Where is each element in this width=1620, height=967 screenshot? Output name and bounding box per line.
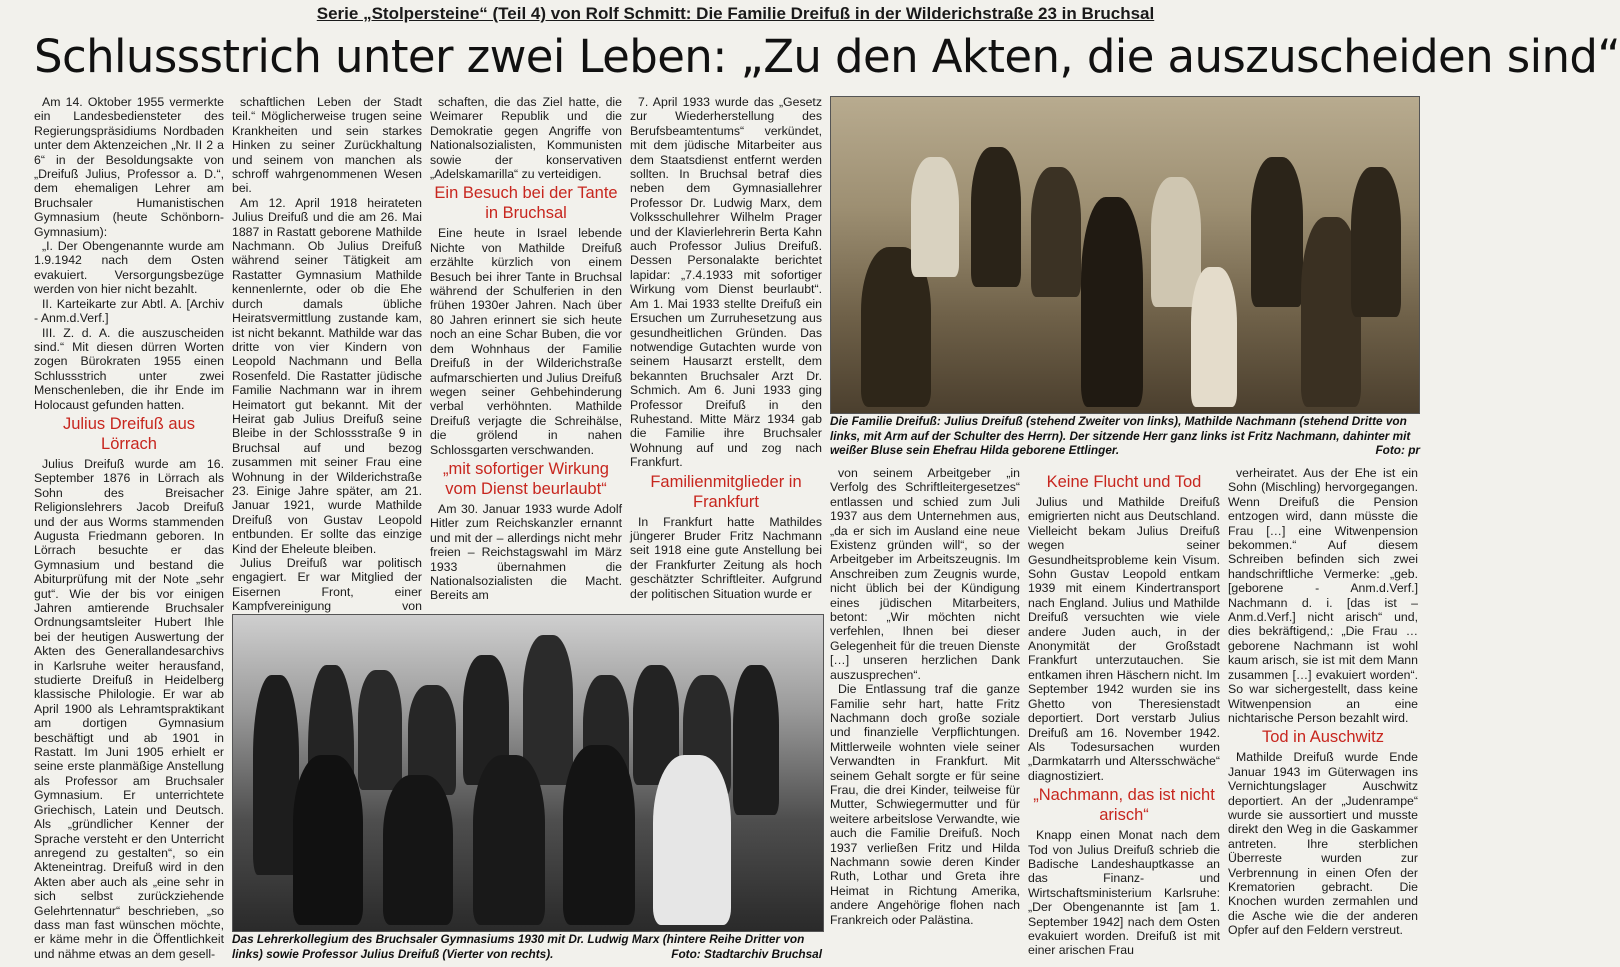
paragraph: verheiratet. Aus der Ehe ist ein Sohn (Mischling) hervorgegangen. Wenn Dreifuß die Pension entzogen wird, dann müsste die Frau […] eine Witwenpension bekommen.“ Auf diesem Schreiben befinden sich zwei handschriftliche Vermerke: „geb. [geborene - Anm.d.Verf.] Nachmann d. i. [das ist – Anm.d.Verf.] nicht arisch“ und, dies bekräftigend,: „Die Frau … geborene Nachmann ist wohl kaum arisch, sie ist mit dem Mann zusammen […] evakuiert worden“. So war sichergestellt, dass keine Witwenpension an eine nichtarische Person bezahlt wird. bbox=[1228, 466, 1418, 725]
article-column-1 bbox=[34, 95, 224, 963]
paragraph: Die Entlassung traf die ganze Familie sehr hart, hatte Fritz Nachmann doch große soziale und finanzielle Verpflichtungen. Mittlerweile wohnten viele seiner Verwandten in Frankfurt. Mit seinem Gehalt sorgte er für seine Frau, die drei Kinder, teilweise für Mutter, Schwiegermutter und für weitere arbeitslose Verwandte, wie auch die Familie Dreifuß. Noch 1937 verließen Fritz und Hilda Nachmann sowie deren Kinder Ruth, Lothar und Greta ihre Heimat in Richtung Amerika, andere Angehörige flohen nach Frankreich oder Palästina. bbox=[830, 682, 1020, 927]
subheading: „Nachmann, das ist nicht arisch“ bbox=[1033, 786, 1215, 825]
paragraph: III. Z. d. A. die auszuscheiden sind.“ Mit diesen dürren Worten zogen Bürokraten 1955 einen Schlussstrich unter zwei Menschenleben, die ihr Ende im Holocaust gefunden hatten. bbox=[34, 325, 224, 412]
family-photo bbox=[830, 96, 1420, 414]
paragraph: „I. Der Obengenannte wurde am 1.9.1942 nach dem Osten evakuiert. Versorgungsbezüge werden von hier nicht bezahlt. bbox=[34, 239, 224, 297]
article-column-5 bbox=[830, 466, 1020, 963]
paragraph: In Frankfurt hatte Mathildes jüngerer Bruder Fritz Nachmann seit 1918 eine gute Anstellung bei der Frankfurter Zeitung als hoch geschätzter Schriftleiter. Aufgrund der politischen Situation wurde er bbox=[630, 514, 822, 601]
article-column-4 bbox=[630, 95, 822, 605]
paragraph: Am 30. Januar 1933 wurde Adolf Hitler zum Reichskanzler ernannt und mit der – allerdings nicht mehr freien – Reichstagswahl im März 1933 übernahmen die Nationalsozialisten die Macht. Bereits am bbox=[430, 501, 622, 603]
caption-text: Das Lehrerkollegium des Bruchsaler Gymnasiums 1930 mit Dr. Ludwig Marx (hintere Reihe Dritter von links) sowie Professor Julius Dreifuß (Vierter von rechts). bbox=[232, 932, 805, 961]
paragraph: schaftlichen Leben der Stadt teil.“ Möglicherweise trugen seine Krankheiten und sein starkes Hinken zu seiner Zurückhaltung und seinem von manchen als schroff wahrgenommenen Wesen bei. bbox=[232, 95, 422, 196]
paragraph: von seinem Arbeitgeber „in Verfolg des Schriftleitergesetzes“ entlassen und schied zum Juli 1937 aus dem Unternehmen aus, „da er sich im Ausland eine neue Existenz gründen will“, so der Arbeitgeber im Arbeitszeugnis. Im Anschreiben zum Zeugnis wurde, nicht üblich bei der Kündigung eines jüdischen Mitarbeiters, betont: „Wir möchten nicht verfehlen, Ihnen bei dieser Gelegenheit für die treuen Dienste […] unseren herzlichen Dank auszusprechen“. bbox=[830, 466, 1020, 682]
photo-credit: Foto: pr bbox=[1375, 443, 1420, 458]
article-column-6 bbox=[1028, 470, 1220, 963]
subheading: Familienmitglieder in Frankfurt bbox=[650, 472, 802, 511]
article-column-7 bbox=[1228, 466, 1418, 963]
paragraph: Am 14. Oktober 1955 vermerkte ein Landesbediensteter des Regierungspräsidiums Nordbaden unter dem Aktenzeichen „Nr. II 2 a 6“ in der Besoldungsakte von „Dreifuß Julius, Professor a. D.“, dem ehemaligen Lehrer am Bruchsaler Humanistischen Gymnasium (heute Schönborn-Gymnasium): bbox=[34, 95, 224, 239]
paragraph: Julius Dreifuß wurde am 16. September 1876 in Lörrach als Sohn des Breisacher Religionslehrers Jacob Dreifuß und der aus Worms stammenden Augusta Friedmann geboren. In Lörrach besuchte er das Gymnasium und bestand die Abiturprüfung mit der Note „sehr gut“. Wie der bis vor einigen Jahren amtierende Bruchsaler Ordnungsamtsleiter Hubert Ihle bei der heutigen Auswertung der Akten des Generallandesarchivs in Karlsruhe weiter herausfand, studierte Dreifuß in Heidelberg klassische Philologie. Er war ab April 1900 als Lehramtspraktikant am dortigen Gymnasium beschäftigt und ab 1901 in Rastatt. Im Juni 1905 erhielt er seine erste planmäßige Anstellung als Professor am Bruchsaler Gymnasium. Er unterrichtete Griechisch, Latein und Deutsch. Als „gründlicher Kenner der Sprache versteht er den Unterricht anregend zu gestalten“, so ein Akteneintrag. Dreifuß wird in den Akten aber auch als „eine sehr in sich selbst zurückziehende Gelehrtennatur“ beschrieben, „so dass man fast wünschen möchte, er käme mehr in die Öffentlichkeit und nähme etwas an dem gesell- bbox=[34, 456, 224, 961]
teachers-photo-caption bbox=[232, 932, 822, 961]
paragraph: Julius und Mathilde Dreifuß emigrierten nicht aus Deutschland. Vielleicht bekam Julius Dreifuß wegen seiner Gesundheitsprobleme kein Visum. Sohn Gustav Leopold entkam 1939 mit einem Kindertransport nach England. Julius und Mathilde Dreifuß versuchten wie viele andere Juden auch, in der Anonymität der Großstadt Frankfurt unterzutauchen. Sie entkamen ihren Häschern nicht. Im September 1942 wurden sie ins Ghetto von Theresienstadt deportiert. Dort verstarb Julius Dreifuß am 16. November 1942. Als Todesursachen wurden „Darmkatarrh und Altersschwäche“ diagnostiziert. bbox=[1028, 495, 1220, 783]
family-photo-caption bbox=[830, 414, 1420, 458]
subheading: „mit sofortiger Wirkung vom Dienst beurlaubt“ bbox=[443, 459, 609, 498]
paragraph: Julius Dreifuß war politisch engagiert. Er war Mitglied der Eisernen Front, einer Kampfvereinigung von bbox=[232, 556, 422, 614]
article-column-2 bbox=[232, 95, 422, 614]
series-kicker: Serie „Stolpersteine“ (Teil 4) von Rolf Schmitt: Die Familie Dreifuß in der Wilderichstraße 23 in Bruchsal bbox=[316, 4, 1155, 23]
paragraph: Knapp einen Monat nach dem Tod von Julius Dreifuß schrieb die Badische Landeshauptkasse an das Finanz- und Wirtschaftsministerium Karlsruhe: „Der Obengenannte ist [am 1. September 1942] nach dem Osten evakuiert worden. Dreifuß ist mit einer arischen Frau bbox=[1028, 828, 1220, 958]
subheading: Tod in Auschwitz bbox=[1262, 728, 1384, 747]
paragraph: Am 12. April 1918 heirateten Julius Dreifuß und die am 26. Mai 1887 in Rastatt geborene Mathilde Nachmann. Ob Julius Dreifuß während seiner Tätigkeit am Rastatter Gymnasium Mathilde kennenlernte, oder ob die Ehe durch damals übliche Heiratsvermittlung zustande kam, ist nicht bekannt. Mathilde war das dritte von vier Kindern von Leopold Nachmann und Bella Rosenfeld. Die Rastatter jüdische Familie Nachmann war in ihrem Heimatort gut bekannt. Mit der Heirat gab Julius Dreifuß seine Bleibe in der Schlossstraße 9 in Bruchsal auf und bezog zusammen mit seiner Frau eine Wohnung in der Wilderichstraße 23. Einige Jahre später, am 21. Januar 1921, wurde Mathilde Dreifuß von Gustav Leopold entbunden. Er sollte das einzige Kind der Eheleute bleiben. bbox=[232, 195, 422, 556]
subheading: Ein Besuch bei der Tante in Bruchsal bbox=[434, 184, 618, 223]
headline: Schlussstrich unter zwei Leben: „Zu den Akten, die auszuscheiden sind“ bbox=[34, 30, 1620, 83]
teachers-photo bbox=[232, 614, 824, 932]
paragraph: II. Karteikarte zur Abtl. A. [Archiv - Anm.d.Verf.] bbox=[34, 296, 224, 326]
paragraph: schaften, die das Ziel hatte, die Weimarer Republik und die Demokratie gegen Angriffe von Nationalsozialisten, Kommunisten sowie der konservativen „Adelskamarilla“ zu verteidigen. bbox=[430, 95, 622, 182]
subheading: Keine Flucht und Tod bbox=[1046, 473, 1202, 491]
paragraph: 7. April 1933 wurde das „Gesetz zur Wiederherstellung des Berufsbeamtentums“ verkündet, mit dem jüdische Mitarbeiter aus dem Staatsdienst entfernt werden sollten. In Bruchsal betraf dies neben dem Gymnasiallehrer Professor Dr. Ludwig Marx, dem Volksschullehrer Wilhelm Prager und der Klavierlehrerin Berta Kahn auch Professor Julius Dreifuß. Dessen Personalakte berichtet lapidar: „7.4.1933 mit sofortiger Wirkung vom Dienst beurlaubt“. Am 1. Mai 1933 stellte Dreifuß ein Ersuchen um Zurruhesetzung aus gesundheitlichen Gründen. Das notwendige Gutachten wurde von seinem Hausarzt erstellt, dem bekannten Bruchsaler Arzt Dr. Schmich. Am 6. Juni 1933 ging Professor Dreifuß in den Ruhestand. Mitte März 1934 gab die Familie ihre Bruchsaler Wohnung auf und zog nach Frankfurt. bbox=[630, 95, 822, 470]
article-column-3 bbox=[430, 95, 622, 605]
caption-text: Die Familie Dreifuß: Julius Dreifuß (stehend Zweiter von links), Mathilde Nachmann (stehend Dritte von links, mit Arm auf der Schulter des Herrn). Der sitzende Herr ganz links ist Fritz Nachmann, dahinter mit weißer Bluse sein Ehefrau Hilda geborene Ettlinger. bbox=[830, 414, 1411, 458]
paragraph: Eine heute in Israel lebende Nichte von Mathilde Dreifuß erzählte kürzlich von einem Besuch bei ihrer Tante in Bruchsal während der Schulferien in den frühen 1930er Jahren. Nach über 80 Jahren erinnert sie sich heute noch an eine Schar Buben, die vor dem Wohnhaus der Familie Dreifuß in der Wilderichstraße aufmarschierten und Julius Dreifuß wegen seiner Gehbehinderung verbal verhöhnten. Mathilde Dreifuß verjagte die Schreihälse, die grölend in nahen Schlossgarten verschwanden. bbox=[430, 226, 622, 457]
subheading: Julius Dreifuß aus Lörrach bbox=[62, 414, 196, 453]
photo-credit: Foto: Stadtarchiv Bruchsal bbox=[671, 946, 822, 961]
paragraph: Mathilde Dreifuß wurde Ende Januar 1943 im Güterwagen ins Vernichtungslager Auschwitz deportiert. An der „Judenrampe“ wurde sie aussortiert und musste direkt den Weg in die Gaskammer antreten. Ihre sterblichen Überreste wurden zur Verbrennung in einen Ofen der Krematorien gebracht. Die Knochen wurden zermahlen und die Asche wie die der anderen Opfer auf den Feldern verstreut. bbox=[1228, 750, 1418, 938]
